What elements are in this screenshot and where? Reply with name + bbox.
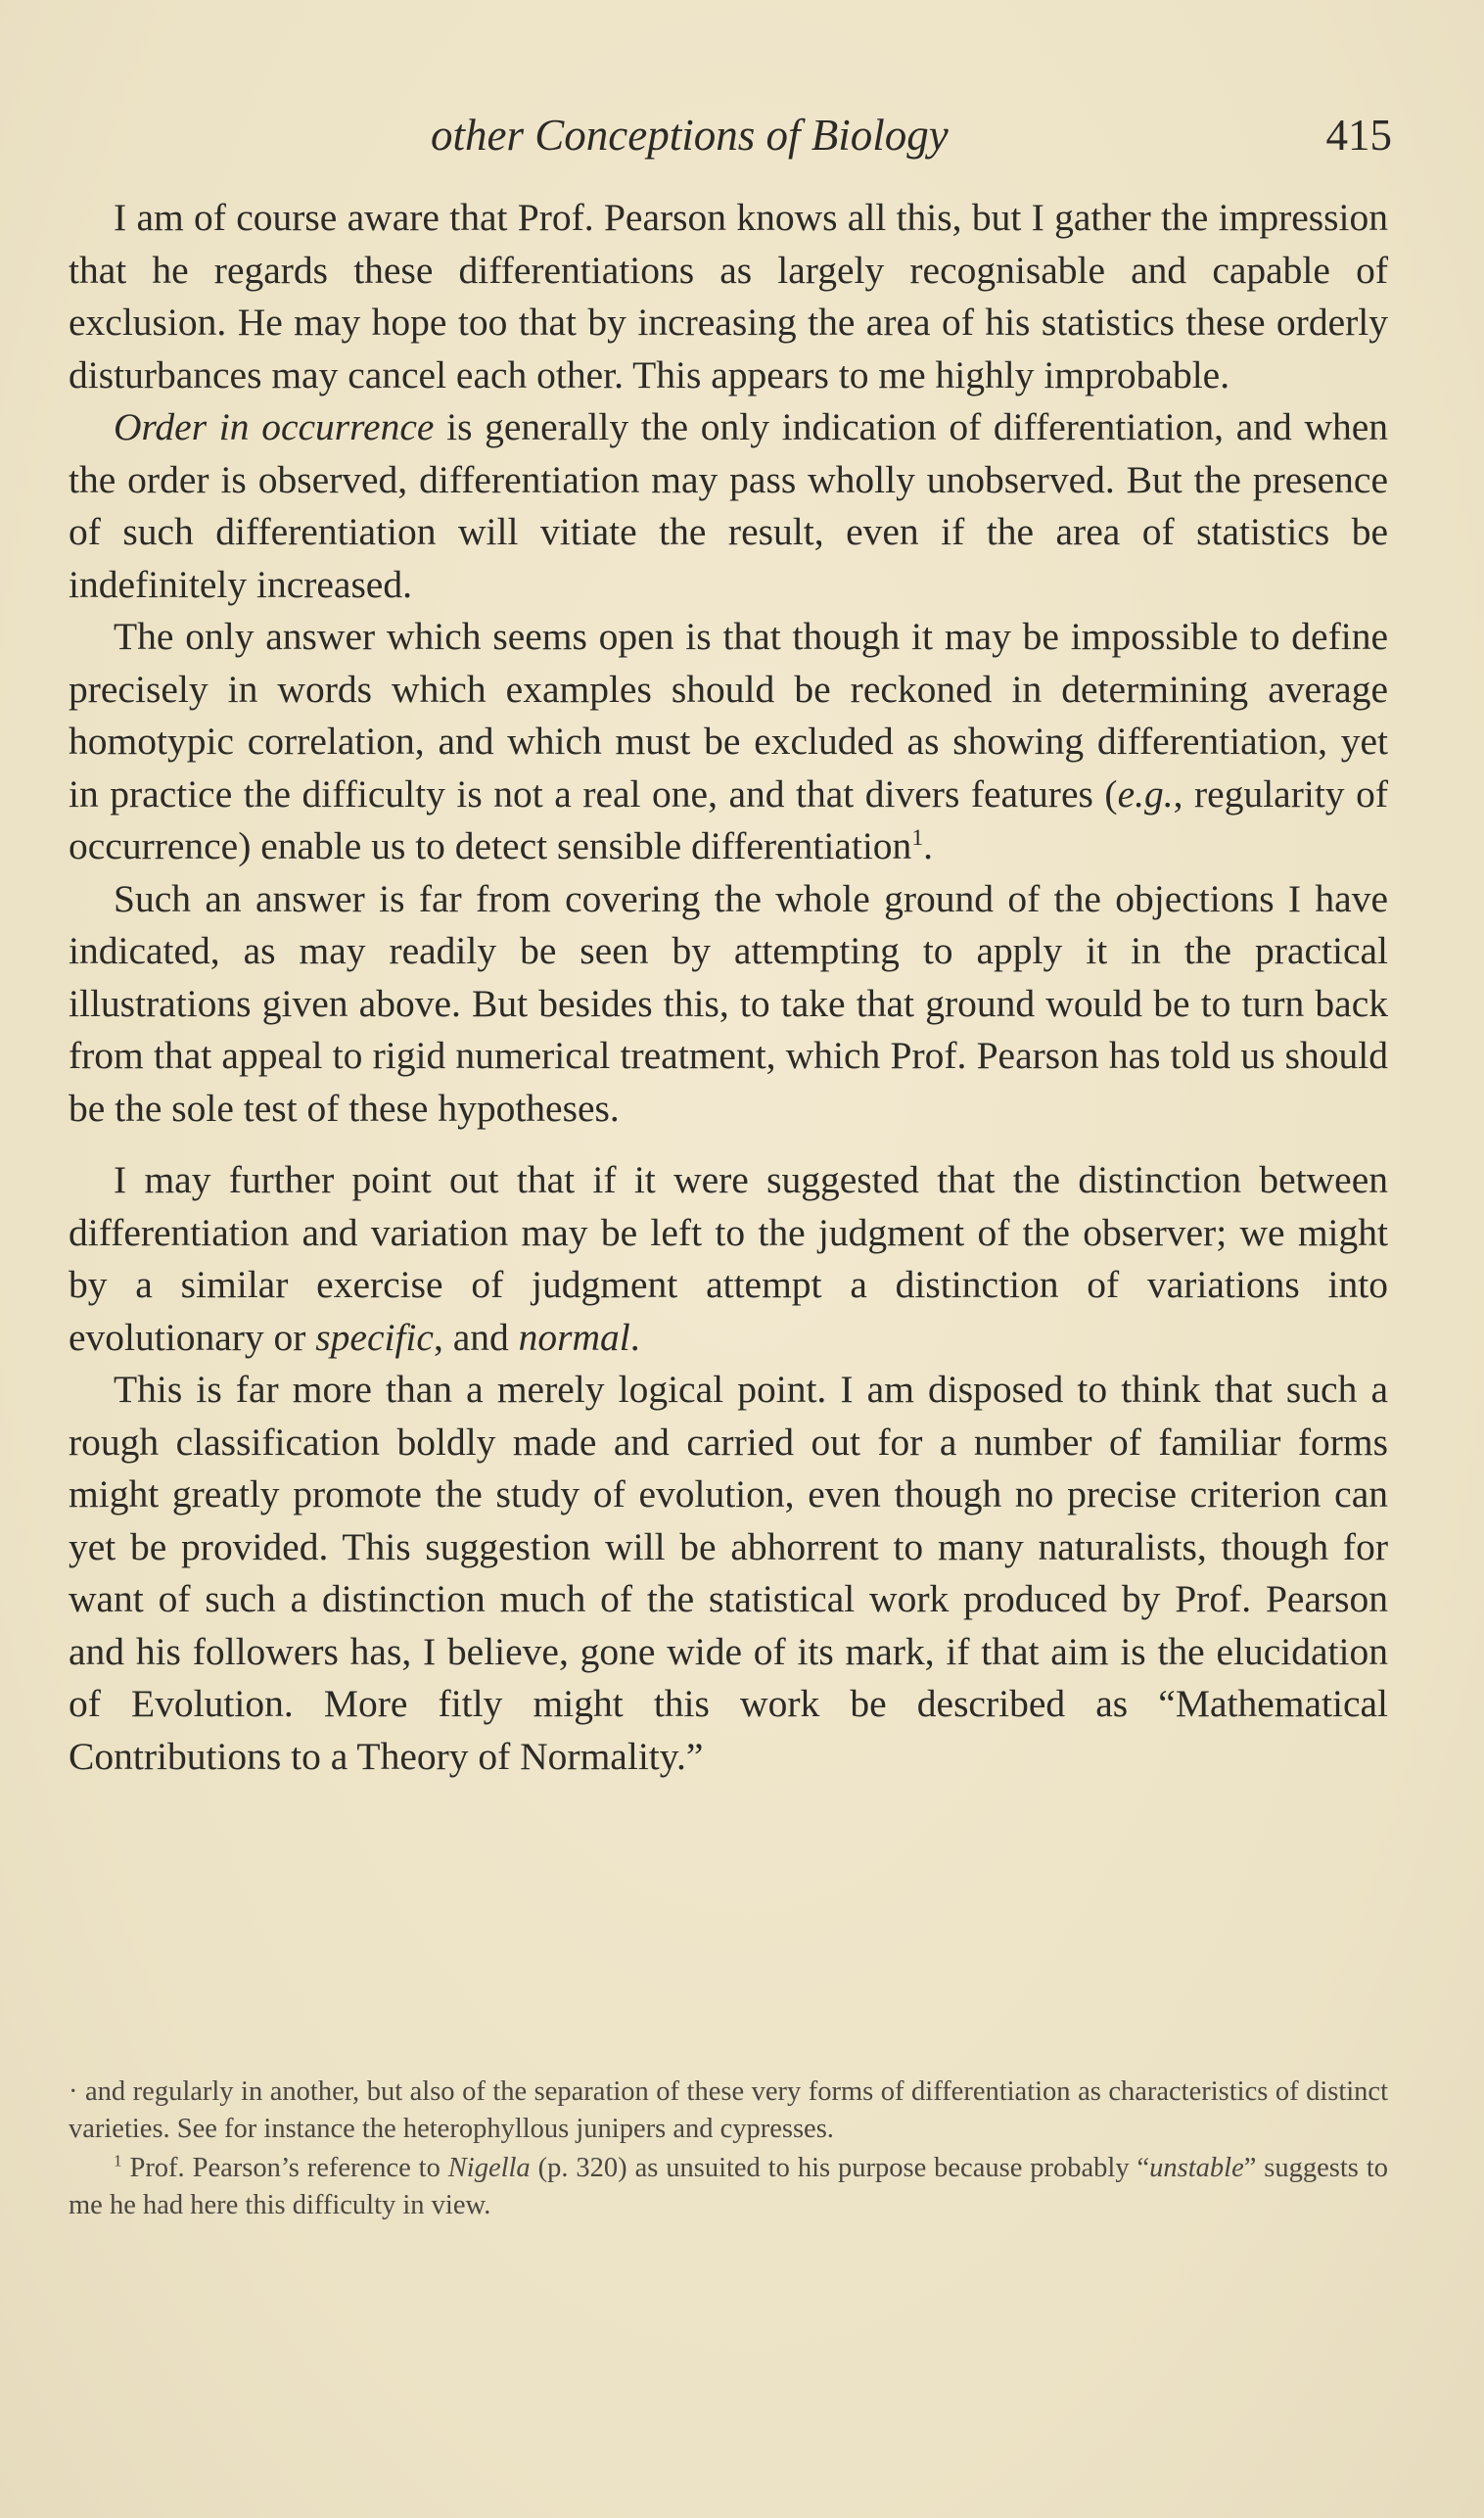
paragraph-6-text: This is far more than a merely logical point. I am disposed to think that such a rough classification boldly made and carried out for a number of familiar forms might greatly promote the study of evolution, even though no precise criterion can yet be provided. This suggestion will be abhorrent to many naturalists, though for want of such a distinction much of the statistical work produced by Prof. Pearson and his followers has, I believe, gone wide of its mark, if that aim is the elucidation of Evolution. More fitly might this work be described as “Mathematical Contributions to a Theory of Normality.” [69,1368,1388,1778]
paragraph-3-text-a: The only answer which seems open is that though it may be impossible to define precisely in words which examples should be reckoned in determining average homotypic correlation, and which must be excluded as showing differentiation, yet in practice the difficulty is not a real one, and that divers features ( [69,615,1388,816]
paragraph-3-italic: e.g. [1117,771,1174,816]
footnote-1 [69,2150,1388,2224]
paragraph-5 [69,1154,1388,1364]
paragraph-5-mid: , and [433,1315,519,1359]
footnote-1-italic-unstable: unstable [1149,2153,1244,2183]
paragraph-3-text-b: , regularity of occurrence) enable us to detect sensible differentiation [69,771,1388,867]
paragraph-1 [69,192,1388,401]
paragraph-6 [69,1364,1388,1783]
paragraph-2-text: is generally the only indication of differentiation, and when the order is observed, differentiation may pass wholly unobserved. But the presence of such differentiation will vitiate the result, even if the area of statistics be indefinitely increased. [69,405,1389,606]
footnote-1-text-b: (p. 320) as unsuited to his purpose because probably “ [530,2153,1150,2183]
footnote-1-text-c: ” suggests to me he had here this difficulty in view. [69,2153,1388,2220]
page-number: 415 [1325,111,1392,160]
paragraph-5-italic-normal: normal [518,1315,630,1359]
page-header [117,106,1392,164]
footnote-reference-1: 1 [911,824,924,851]
paragraph-5-italic-specific: specific [315,1315,434,1359]
paragraph-1-text: I am of course aware that Prof. Pearson knows all this, but I gather the impression that he regards these differentiations as largely recognisable and capable of exclusion. He may hope too that by increasing the area of his statistics these orderly disturbances may cancel each other. This appears to me highly improbable. [69,196,1388,396]
body-text [69,192,1388,1783]
paragraph-4 [69,873,1388,1136]
paragraph-5-text: I may further point out that if it were suggested that the distinction between differentiation and variation may be left to the judgment of the observer; we might by a similar exercise of judgment attempt a distinction of variations into evolutionary or [69,1158,1388,1359]
running-title: other Conceptions of Biology [431,111,949,160]
paragraph-3-text-c: . [923,824,934,867]
footnote-1-text-a: Prof. Pearson’s reference to [121,2153,448,2183]
paragraph-4-text: Such an answer is far from covering the whole ground of the objections I have indicated, as may readily be seen by attempting to apply it in the practical illustrations given above. But besides this, to take that ground would be to turn back from that appeal to rigid numerical treatment, which Prof. Pearson has told us should be the sole test of these hypotheses. [69,876,1388,1130]
paragraph-2 [69,401,1388,611]
footnotes [69,2074,1388,2224]
footnote-continuation: · and regularly in another, but also of the separation of these very forms of differentiation as characteristics of distinct varieties. See for instance the heterophyllous junipers and cypresses. [69,2076,1388,2144]
footnote-1-italic-nigella: Nigella [447,2153,531,2183]
footnote-1-marker: 1 [114,2151,122,2170]
paragraph-5-end: . [629,1315,640,1359]
paragraph-3 [69,611,1388,873]
paragraph-2-lead-italic: Order in occurrence [114,405,435,448]
